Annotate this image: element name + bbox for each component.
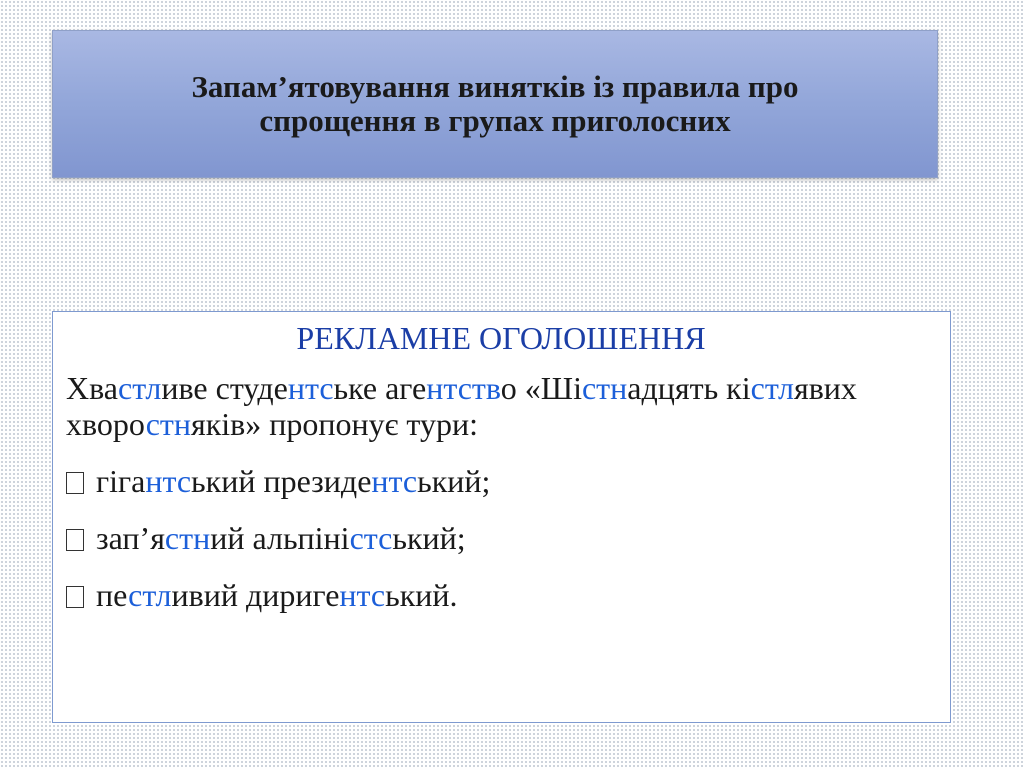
bullet-segment: ький. (385, 577, 458, 613)
bullet-item (66, 577, 936, 613)
paragraph-segment: яків» пропонує тури: (191, 406, 478, 442)
paragraph-segment: ьке аге (333, 370, 427, 406)
bullet-segment: ий альпіні (210, 520, 350, 556)
paragraph-segment: о «Ші (500, 370, 582, 406)
content-box (52, 311, 951, 723)
paragraph-segment: Хва (66, 370, 118, 406)
paragraph-segment: адцять кі (627, 370, 751, 406)
ad-paragraph (66, 370, 936, 442)
highlighted-consonant-group: нтс (339, 577, 386, 613)
highlighted-consonant-group: нтств (426, 370, 501, 406)
highlighted-consonant-group: стн (164, 520, 211, 556)
bullet-segment: ький; (392, 520, 466, 556)
bullet-item (66, 520, 936, 556)
paragraph-segment: явих хворо (66, 370, 857, 442)
paragraph-segment: иве студе (161, 370, 288, 406)
highlighted-consonant-group: нтс (145, 463, 192, 499)
bullet-segment: ький; (417, 463, 491, 499)
bullet-item (66, 463, 936, 499)
slide-title-box (52, 30, 938, 178)
highlighted-consonant-group: стн (581, 370, 628, 406)
bullet-box-icon (66, 586, 84, 608)
bullet-box-icon (66, 472, 84, 494)
highlighted-consonant-group: нтс (371, 463, 418, 499)
bullet-segment: ький президе (191, 463, 372, 499)
highlighted-consonant-group: стл (118, 370, 162, 406)
bullet-box-icon (66, 529, 84, 551)
ad-heading: РЕКЛАМНЕ ОГОЛОШЕННЯ (296, 320, 706, 356)
bullet-segment: пе (96, 577, 129, 613)
highlighted-consonant-group: стл (750, 370, 794, 406)
highlighted-consonant-group: стл (128, 577, 172, 613)
highlighted-consonant-group: нтс (287, 370, 334, 406)
bullet-segment: зап’я (96, 520, 165, 556)
highlighted-consonant-group: стн (145, 406, 191, 442)
slide-title (152, 70, 839, 138)
highlighted-consonant-group: стс (349, 520, 393, 556)
bullet-segment: ивий дириге (171, 577, 340, 613)
bullet-segment: гіга (96, 463, 146, 499)
slide-title-line-1: Запам’ятовування винятків із правила про (191, 69, 799, 104)
slide-title-line-2: спрощення в групах приголосних (259, 103, 731, 138)
